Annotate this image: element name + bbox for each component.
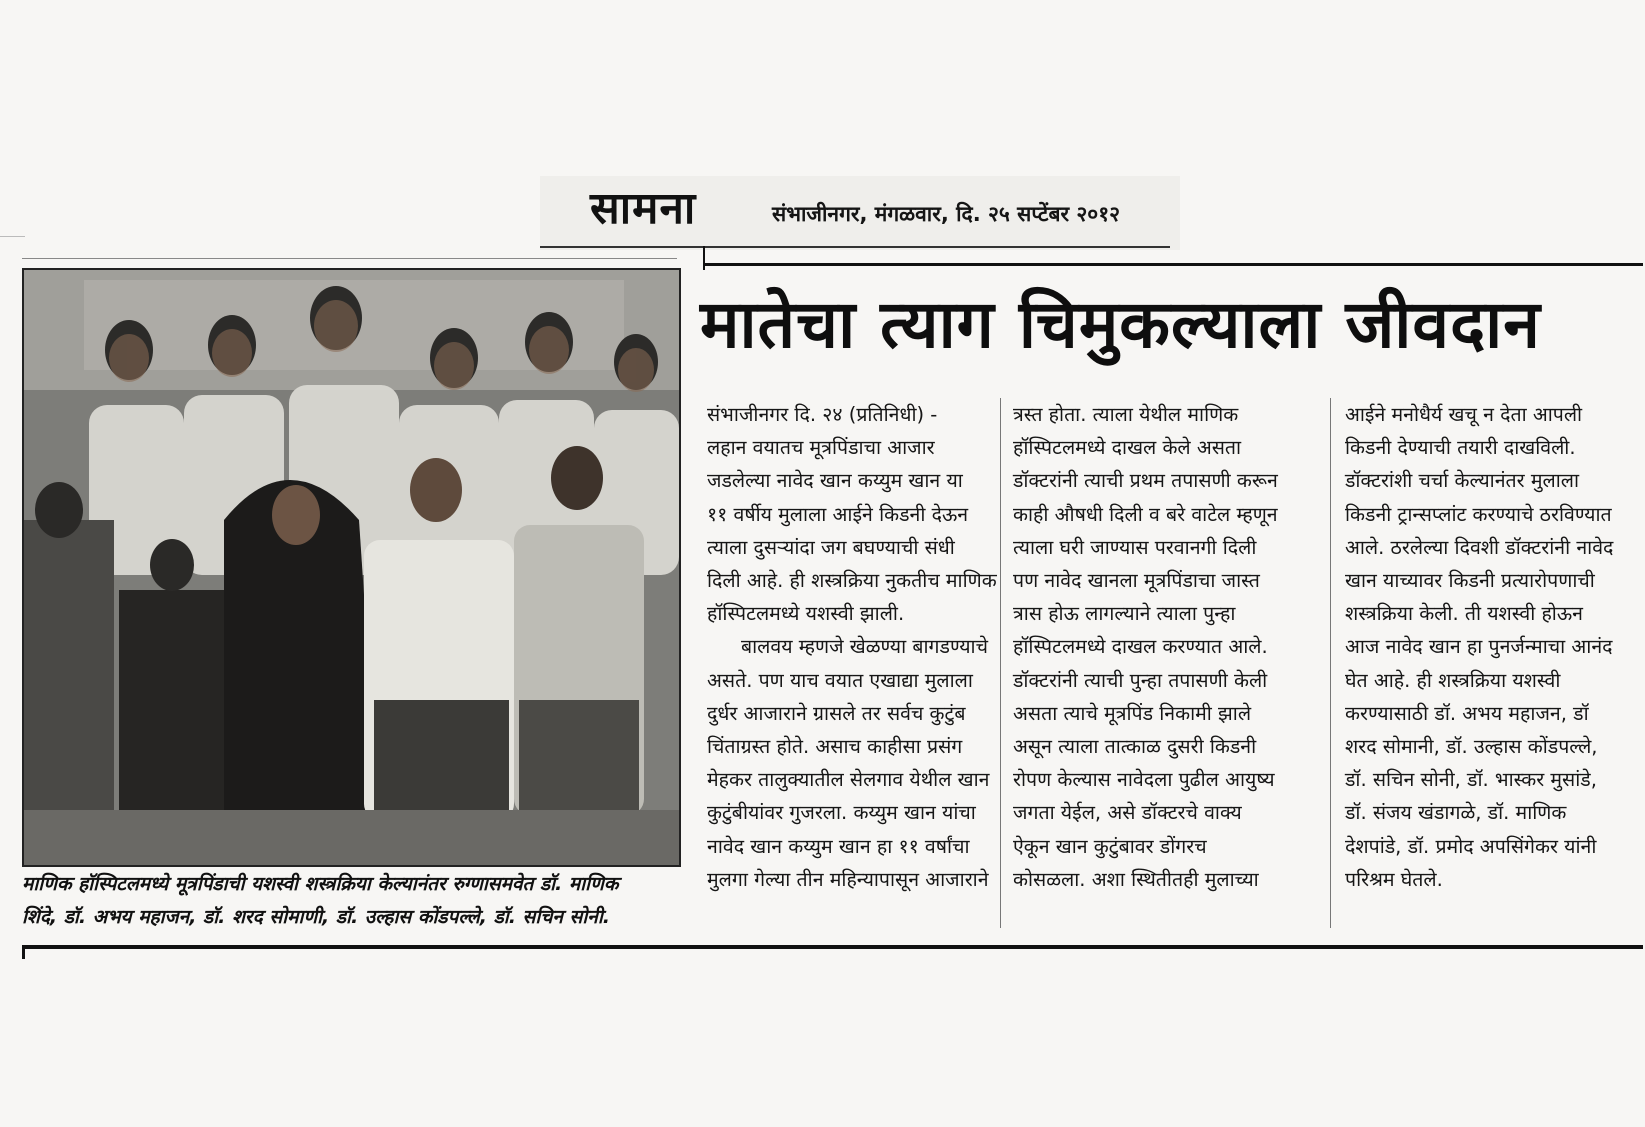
text-line: चिंताग्रस्त होते. असाच काहीसा प्रसंग (707, 735, 963, 759)
caption-line: शिंदे, डॉ. अभय महाजन, डॉ. शरद सोमाणी, डॉ. उल्हास कोंडपल्ले, डॉ. सचिन सोनी. (22, 906, 610, 928)
text-line: असून त्याला तात्काळ दुसरी किडनी (1013, 735, 1257, 759)
text-line: किडनी देण्याची तयारी दाखविली. (1345, 436, 1576, 460)
text-line: हॉस्पिटलमध्ये दाखल करण्यात आले. (1013, 635, 1268, 659)
text-line: त्याला दुसऱ्यांदा जग बघण्याची संधी (707, 535, 955, 559)
text-line: परिश्रम घेतले. (1345, 867, 1443, 891)
article-column-2 (1013, 398, 1313, 896)
caption-line: माणिक हॉस्पिटलमध्ये मूत्रपिंडाची यशस्वी शस्त्रक्रिया केल्यानंतर रुग्णासमवेत डॉ. माणिक (22, 873, 619, 895)
text-line: किडनी ट्रान्सप्लांट करण्याचे ठरविण्यात (1345, 502, 1612, 526)
article-column-1 (707, 398, 997, 896)
divider (0, 236, 25, 237)
text-line: डॉक्टरांशी चर्चा केल्यानंतर मुलाला (1345, 469, 1580, 493)
text-line: जगता येईल, असे डॉक्टरचे वाक्य (1013, 801, 1242, 825)
text-line: बालवय म्हणजे खेळण्या बागडण्याचे (741, 635, 988, 659)
text-line: शस्त्रक्रिया केली. ती यशस्वी होऊन (1345, 602, 1583, 626)
masthead-rule (540, 246, 1170, 248)
photo-caption (22, 868, 682, 934)
text-line: आज नावेद खान हा पुनर्जन्माचा आनंद (1345, 635, 1613, 659)
column-divider (1330, 398, 1331, 928)
dateline: संभाजीनगर, मंगळवार, दि. २५ सप्टेंबर २०१२ (772, 202, 1121, 226)
text-line: आईने मनोधैर्य खचू न देता आपली (1345, 403, 1583, 426)
text-line: डॉक्टरांनी त्याची पुन्हा तपासणी केली (1013, 668, 1268, 692)
newspaper-logo: सामना (590, 183, 697, 234)
text-line: कुटुंबीयांवर गुजरला. कय्युम खान यांचा (707, 801, 976, 825)
text-line: खान याच्यावर किडनी प्रत्यारोपणाची (1345, 569, 1595, 593)
text-line: मुलगा गेल्या तीन महिन्यापासून आजाराने (707, 867, 989, 891)
divider (703, 246, 705, 270)
text-line: डॉक्टरांनी त्याची प्रथम तपासणी करून (1013, 469, 1278, 493)
text-line: करण्यासाठी डॉ. अभय महाजन, डॉ (1345, 701, 1589, 725)
bottom-rule (22, 945, 1643, 949)
text-line: दिली आहे. ही शस्त्रक्रिया नुकतीच माणिक (707, 569, 997, 593)
text-line: आले. ठरलेल्या दिवशी डॉक्टरांनी नावेद (1345, 535, 1614, 559)
text-line: असते. पण याच वयात एखाद्या मुलाला (707, 668, 973, 692)
group-photo (22, 268, 681, 867)
text-line: घेत आहे. ही शस्त्रक्रिया यशस्वी (1345, 668, 1561, 692)
headline: मातेचा त्याग चिमुकल्याला जीवदान (700, 286, 1541, 363)
text-line: डॉ. संजय खंडागळे, डॉ. माणिक (1345, 801, 1567, 825)
article-column-3 (1345, 398, 1637, 896)
text-line: रोपण केल्यास नावेदला पुढील आयुष्य (1013, 768, 1275, 792)
text-line: शरद सोमानी, डॉ. उल्हास कोंडपल्ले, (1345, 735, 1598, 759)
text-line: पण नावेद खानला मूत्रपिंडाचा जास्त (1013, 569, 1260, 593)
text-line: ऐकून खान कुटुंबावर डोंगरच (1013, 834, 1207, 858)
text-line: देशपांडे, डॉ. प्रमोद अपसिंगेकर यांनी (1345, 834, 1597, 858)
text-line: संभाजीनगर दि. २४ (प्रतिनिधी) - (707, 403, 938, 426)
text-line: दुर्धर आजाराने ग्रासले तर सर्वच कुटुंब (707, 701, 966, 725)
text-line: हॉस्पिटलमध्ये यशस्वी झाली. (707, 602, 905, 626)
text-line: त्रास होऊ लागल्याने त्याला पुन्हा (1013, 602, 1236, 626)
column-divider (1000, 398, 1001, 928)
text-line: त्याला घरी जाण्यास परवानगी दिली (1013, 535, 1257, 559)
divider (22, 945, 25, 959)
divider (22, 258, 677, 259)
text-line: काही औषधी दिली व बरे वाटेल म्हणून (1013, 502, 1278, 526)
text-line: असता त्याचे मूत्रपिंड निकामी झाले (1013, 701, 1252, 725)
text-line: नावेद खान कय्युम खान हा ११ वर्षांचा (707, 834, 970, 858)
text-line: कोसळला. अशा स्थितीतही मुलाच्या (1013, 867, 1259, 891)
text-line: त्रस्त होता. त्याला येथील माणिक (1013, 403, 1239, 426)
text-line: हॉस्पिटलमध्ये दाखल केले असता (1013, 436, 1242, 460)
text-line: ११ वर्षीय मुलाला आईने किडनी देऊन (707, 502, 969, 526)
headline-rule (703, 263, 1643, 266)
text-line: मेहकर तालुक्यातील सेलगाव येथील खान (707, 768, 990, 792)
text-line: जडलेल्या नावेद खान कय्युम खान या (707, 469, 963, 493)
text-line: लहान वयातच मूत्रपिंडाचा आजार (707, 436, 935, 460)
group-photo-image (24, 270, 679, 865)
text-line: डॉ. सचिन सोनी, डॉ. भास्कर मुसांडे, (1345, 768, 1597, 792)
